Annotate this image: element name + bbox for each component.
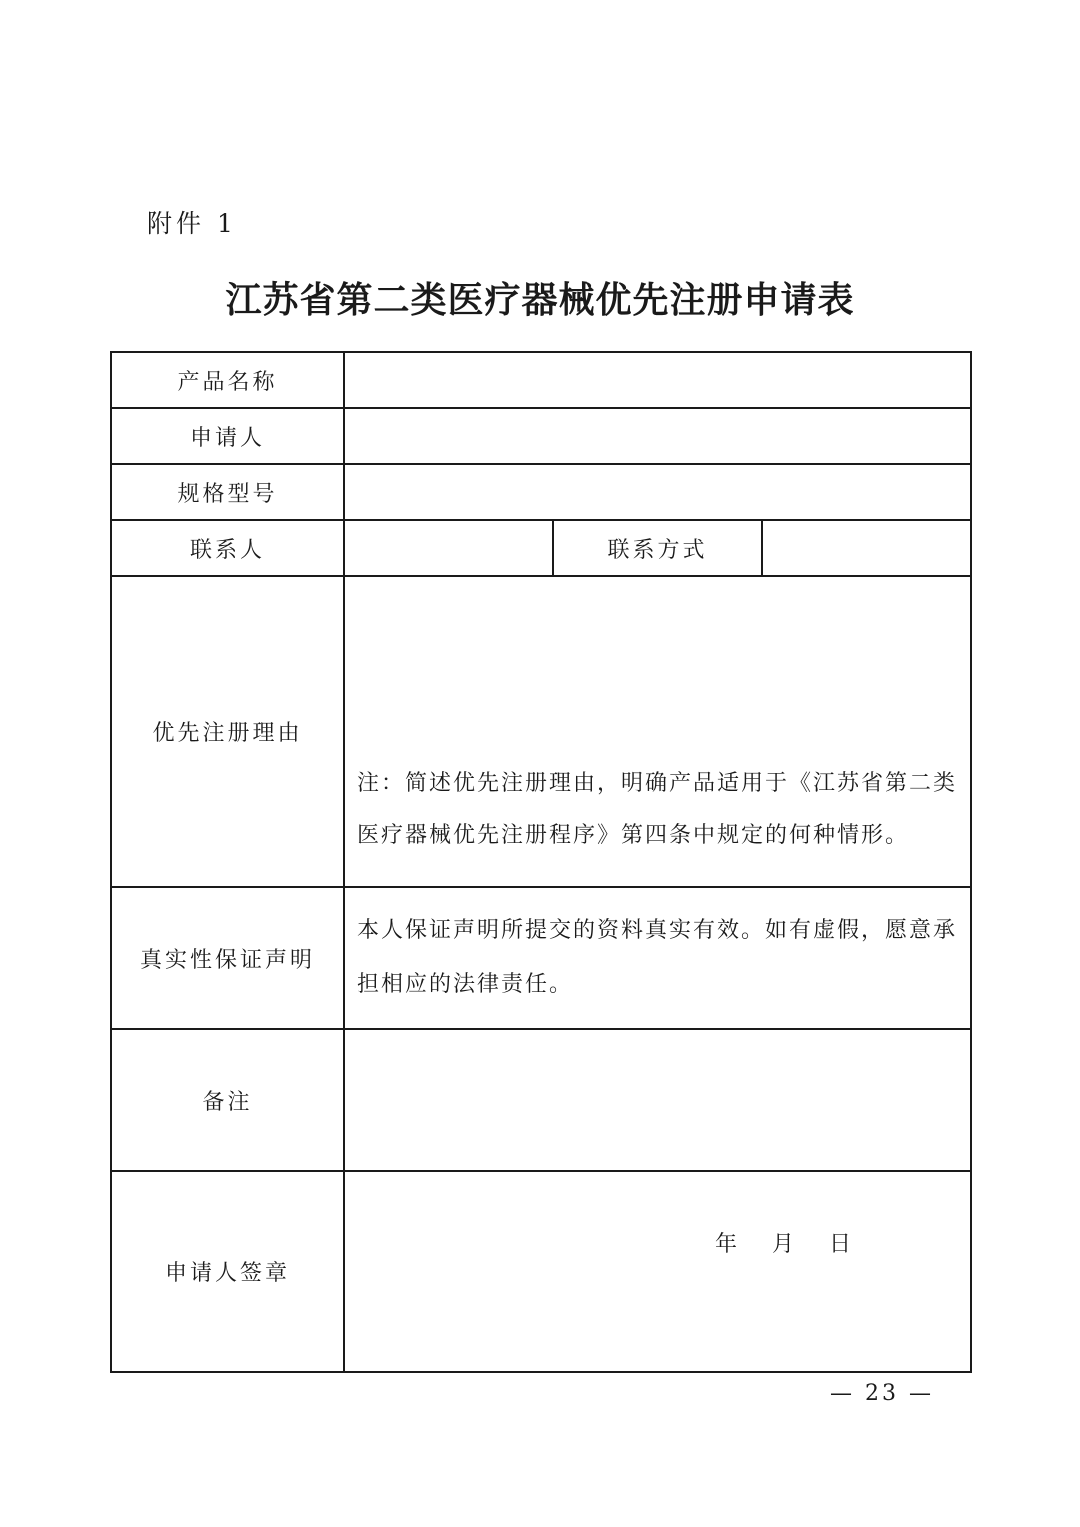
reason-label: 优先注册理由 [111,576,344,887]
reason-field[interactable] [344,576,971,887]
remarks-field[interactable] [344,1029,971,1171]
model-label: 规格型号 [111,464,344,520]
signature-date: 年 月 日 [715,1232,865,1257]
contact-person-label: 联系人 [111,520,344,576]
contact-method-label: 联系方式 [553,520,762,576]
declaration-field [344,887,971,1029]
signature-field[interactable] [344,1171,971,1372]
signature-label: 申请人签章 [111,1171,344,1372]
row-signature [111,1171,971,1372]
row-declaration [111,887,971,1029]
contact-method-field[interactable] [762,520,971,576]
product-name-field[interactable] [344,352,971,408]
attachment-label: 附件 1 [147,209,237,238]
declaration-label: 真实性保证声明 [111,887,344,1029]
applicant-field[interactable] [344,408,971,464]
row-remarks [111,1029,971,1171]
remarks-label: 备注 [111,1029,344,1171]
row-reason [111,576,971,887]
declaration-text: 本人保证声明所提交的资料真实有效。如有虚假，愿意承担相应的法律责任。 [357,918,958,997]
row-model [111,464,971,520]
page-title: 江苏省第二类医疗器械优先注册申请表 [225,280,855,321]
page-number: — 23 — [830,1381,934,1406]
row-applicant [111,408,971,464]
contact-person-field[interactable] [344,520,553,576]
model-field[interactable] [344,464,971,520]
application-form-table [110,351,972,1373]
row-contact [111,520,971,576]
reason-note: 注：简述优先注册理由，明确产品适用于《江苏省第二类医疗器械优先注册程序》第四条中规定的何种情形。 [357,771,958,848]
product-name-label: 产品名称 [111,352,344,408]
row-product-name [111,352,971,408]
applicant-label: 申请人 [111,408,344,464]
